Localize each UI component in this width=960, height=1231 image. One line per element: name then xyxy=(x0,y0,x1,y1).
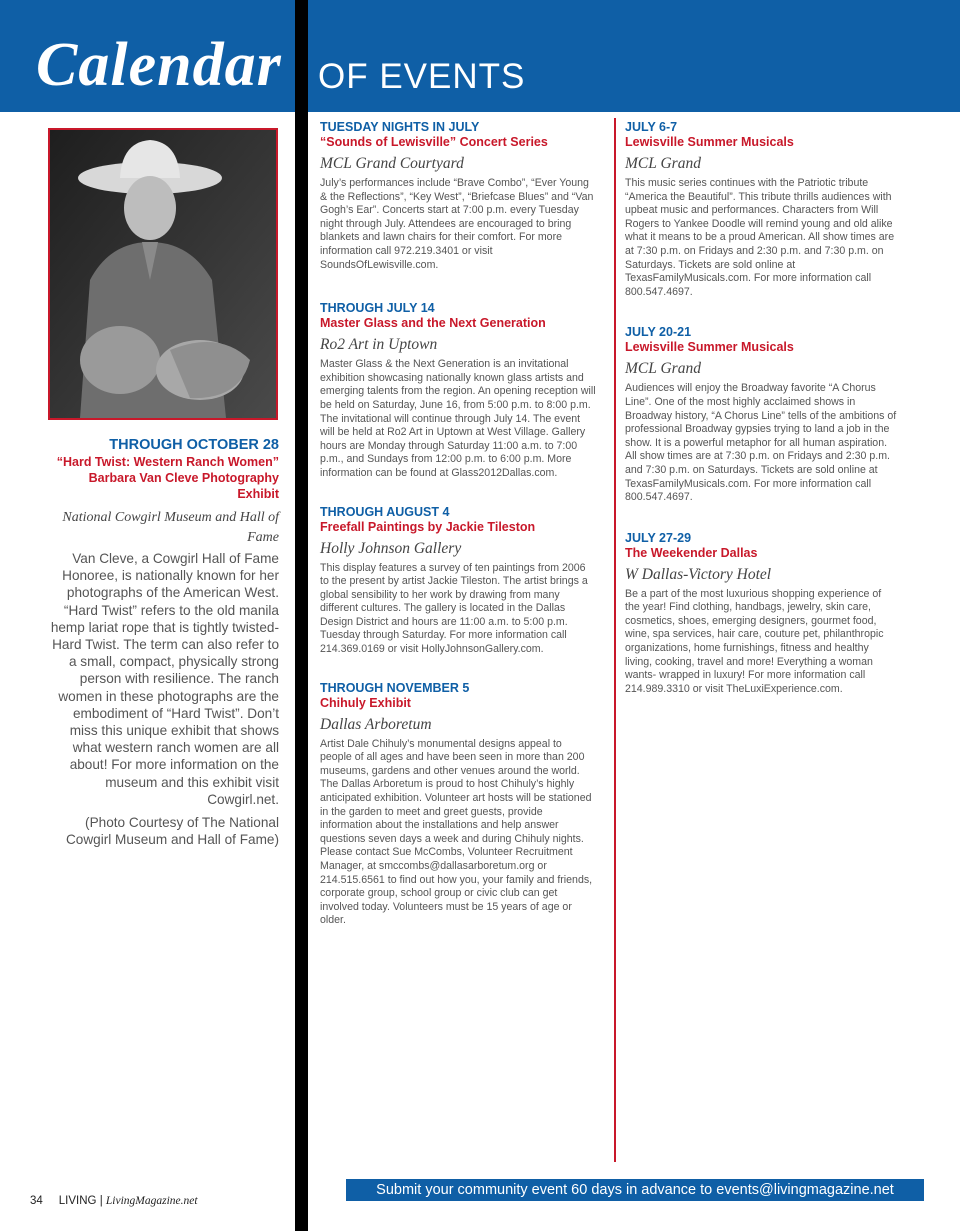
magazine-name: LIVING xyxy=(58,1195,97,1207)
page-header xyxy=(0,0,960,112)
of-events-title: OF EVENTS xyxy=(318,57,526,96)
event-item xyxy=(625,120,897,299)
event-name: The Weekender Dallas xyxy=(625,545,758,560)
event-name: “Sounds of Lewisville” Concert Series xyxy=(320,135,548,149)
event-description: Audiences will enjoy the Broadway favorite “A Chorus Line”. One of the most highly acclaimed shows in Broadway history, “A Chorus Line” tells of the ambitions of professional Broadway gypsies trying to land a job in the show. It is a powerful metaphor for all human aspiration. All show times are at 7:30 p.m. on Fridays and 2:30 p.m. and 7:30 p.m. on Saturdays. Tickets are sold online at TexasFamilyMusicals.com. For more information call 800.547.4697. xyxy=(625,382,897,504)
photo-credit: (Photo Courtesy of The National Cowgirl Museum and Hall of Fame) xyxy=(65,815,279,848)
feature-event xyxy=(48,437,279,848)
event-item xyxy=(320,681,596,928)
event-venue: Holly Johnson Gallery xyxy=(320,539,462,557)
event-description: Be a part of the most luxurious shopping experience of the year! Find clothing, handbags, jewelry, skin care, cosmetics, shoes, emerging designers, gourmet food, wine, spa services, hair care, couture pet, philanthropic organizations, home furnishings, fitness and healthy living, cooking, travel and more! Everything a woman wants- wrapped in luxury! For more information call 214.989.3310 or visit TheLuxiExperience.com. xyxy=(625,587,884,695)
page-number: 34 xyxy=(30,1195,43,1207)
event-venue: MCL Grand Courtyard xyxy=(320,155,464,172)
event-date: JULY 20-21 xyxy=(625,325,692,340)
page-footer xyxy=(30,1194,198,1208)
event-description: Artist Dale Chihuly’s monumental designs appeal to people of all ages and have been seen in more than 200 museums, gardens and other venues around the world. The Dallas Arboretum is proud to host Chihuly’s highly anticipated exhibition. Volunteer art hosts will be stationed in the garden to meet and greet guests, provide information about the installations and help answer questions seven days a week and during Chihuly nights. Please contact Sue McCombs, Volunteer Recruitment Manager, at smccombs@dallasarboretum.org or 214.515.6561 to find out how you, your family and friends, corporate group, school group or civic club can get involved today. Volunteers must be 15 years of age or older. xyxy=(320,737,593,927)
right-column xyxy=(625,120,897,720)
event-description: July’s performances include “Brave Combo”, “Ever Young & the Reflections”, “Key West”, “Briefcase Blues” and “Van Gogh’s Ear”. Concerts start at 7:00 p.m. every Tuesday night through July. Attendees are encouraged to bring blankets and lawn chairs for their comfort. For more information call 972.219.3401 or visit SoundsOfLewisville.com. xyxy=(320,177,594,271)
event-name: Lewisville Summer Musicals xyxy=(625,340,794,355)
event-venue: MCL Grand xyxy=(625,155,701,172)
column-divider-bar xyxy=(295,0,308,1231)
event-description: Van Cleve, a Cowgirl Hall of Fame Honoree, is nationally known for her photographs of the American West. “Hard Twist” refers to the old manila hemp lariat rope that is tightly twisted-Hard Twist. The term can also refer to a small, compact, physically strong person with resilience. The ranch women in these photographs are the embodiment of “Hard Twist”. Don’t miss this unique exhibit that shows what western ranch women are all about! For more information on the museum and this exhibit visit Cowgirl.net. xyxy=(50,551,279,807)
event-date: TUESDAY NIGHTS IN JULY xyxy=(320,120,480,134)
submit-event-banner: Submit your community event 60 days in advance to events@livingmagazine.net xyxy=(346,1179,924,1201)
event-description: Master Glass & the Next Generation is an invitational exhibition showcasing nationally known glass artists and emerging talents from the region. An opening reception will be held on Saturday, June 16, from 5:00 p.m. to 8:00 p.m. The invitational will continue through July 14. The event will be held at Ro2 Art in Uptown at West Village. Gallery hours are Monday through Saturday 11:00 a.m. to 7:00 p.m., and Sundays from 12:00 p.m. to 6:00 p.m. More information can be found at Glass2012Dallas.com. xyxy=(320,358,596,479)
event-item xyxy=(625,531,897,697)
feature-photo xyxy=(48,128,278,420)
magazine-website: LivingMagazine.net xyxy=(105,1195,198,1207)
event-name: Master Glass and the Next Generation xyxy=(320,316,546,331)
event-venue: W Dallas-Victory Hotel xyxy=(625,565,772,583)
event-name: “Hard Twist: Western Ranch Women” Barbara Van Cleve Photography Exhibit xyxy=(56,455,279,501)
event-date: THROUGH OCTOBER 28 xyxy=(109,437,279,453)
middle-column xyxy=(320,120,596,952)
event-item xyxy=(320,301,596,480)
event-date: THROUGH NOVEMBER 5 xyxy=(320,680,470,695)
event-name: Lewisville Summer Musicals xyxy=(625,135,794,149)
event-item xyxy=(320,120,596,272)
column-rule xyxy=(614,118,616,1162)
footer-separator: | xyxy=(99,1195,103,1207)
event-venue: MCL Grand xyxy=(625,360,701,378)
event-date: THROUGH AUGUST 4 xyxy=(320,504,450,519)
event-name: Chihuly Exhibit xyxy=(320,695,411,710)
event-description: This music series continues with the Patriotic tribute “America the Beautiful”. This tribute thrills audiences with upbeat music and performances. Characters from Will Rogers to Yankee Doodle will remind young and old alike what it means to be a proud American. All show times are at 7:30 p.m. on Fridays and 2:30 p.m. and 7:30 p.m. on Saturdays. Tickets are sold online at TexasFamilyMusicals.com. For more information call 800.547.4697. xyxy=(625,177,895,298)
event-venue: Dallas Arboretum xyxy=(320,715,432,733)
event-name: Freefall Paintings by Jackie Tileston xyxy=(320,519,536,534)
event-date: JULY 27-29 xyxy=(625,530,692,545)
event-item xyxy=(625,325,897,504)
event-venue: National Cowgirl Museum and Hall of Fame xyxy=(62,510,279,545)
event-date: THROUGH JULY 14 xyxy=(320,301,435,316)
event-item xyxy=(320,505,596,657)
event-venue: Ro2 Art in Uptown xyxy=(320,336,438,354)
event-date: JULY 6-7 xyxy=(625,120,678,134)
event-description: This display features a survey of ten paintings from 2006 to the present by artist Jackie Tileston. The artist brings a global sensibility to her work by drawing from many different cultures. The gallery is located in the Dallas Design District and hours are 11:00 a.m. to 5:00 p.m. Tuesday through Saturday. For more information call 214.369.0169 or visit HollyJohnsonGallery.com. xyxy=(320,561,588,656)
calendar-title: Calendar xyxy=(36,31,282,99)
